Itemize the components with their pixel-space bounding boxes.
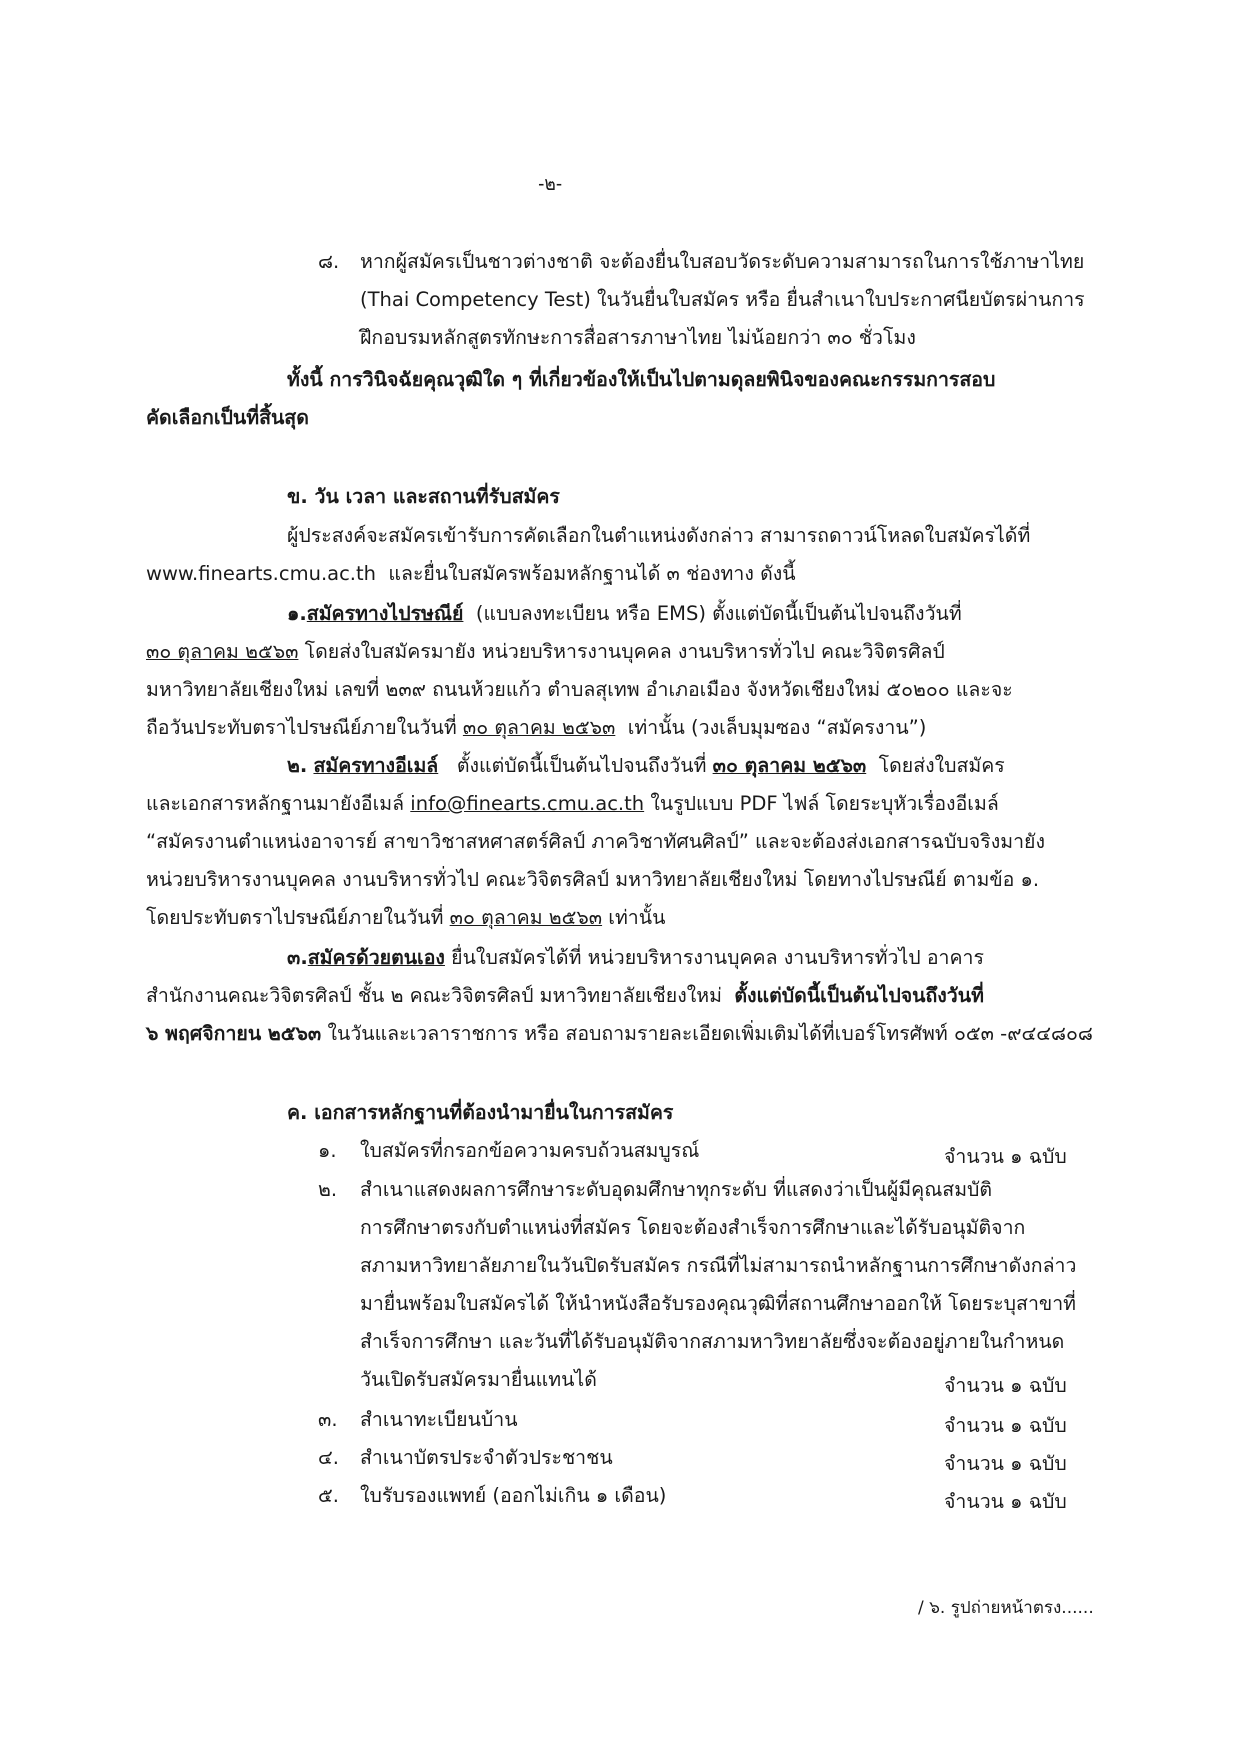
- item-8-number: ๘.: [318, 250, 340, 273]
- mail-line-2: ๓๐ ตุลาคม ๒๕๖๓ โดยส่งใบสมัครมายัง หน่วยบริหารงานบุคคล งานบริหารทั่วไป คณะวิจิตรศิลป์: [146, 640, 945, 663]
- email-address-link[interactable]: info@finearts.cmu.ac.th: [410, 792, 645, 815]
- continuation-note: / ๖. รูปถ่ายหน้าตรง......: [918, 1598, 1094, 1618]
- doc-item-2-line-2: การศึกษาตรงกับตำแหน่งที่สมัคร โดยจะต้องสำเร็จการศึกษาและได้รับอนุมัติจาก: [360, 1216, 1026, 1239]
- doc-item-5-number: ๕.: [318, 1484, 339, 1507]
- item-8-line-1: หากผู้สมัครเป็นชาวต่างชาติ จะต้องยื่นใบสอบวัดระดับความสามารถในการใช้ภาษาไทย: [360, 250, 1085, 273]
- item-8-line-2: (Thai Competency Test) ในวันยื่นใบสมัคร หรือ ยื่นสำเนาใบประกาศนียบัตรผ่านการ: [360, 288, 1085, 311]
- doc-item-5-amount: จำนวน ๑ ฉบับ: [944, 1490, 1067, 1513]
- email-line-2: และเอกสารหลักฐานมายังอีเมล์ info@finearts.cmu.ac.th ในรูปแบบ PDF ไฟล์ โดยระบุหัวเรื่องอีเมล์: [146, 792, 999, 815]
- doc-item-2-amount: จำนวน ๑ ฉบับ: [944, 1374, 1067, 1397]
- mail-deadline: ๓๐ ตุลาคม ๒๕๖๓: [146, 640, 299, 663]
- inperson-line-3: ๖ พฤศจิกายน ๒๕๖๓ ในวันและเวลาราชการ หรือ สอบถามรายละเอียดเพิ่มเติมได้ที่เบอร์โทรศัพท์ ๐๕๓ -๙๔๔๘๐๘: [146, 1022, 1093, 1045]
- mail-line-4: ถือวันประทับตราไปรษณีย์ภายในวันที่ ๓๐ ตุลาคม ๒๕๖๓ เท่านั้น (วงเล็บมุมซอง “สมัครงาน”): [146, 716, 927, 739]
- doc-item-5-text: ใบรับรองแพทย์ (ออกไม่เกิน ๑ เดือน): [360, 1484, 667, 1507]
- doc-item-2-line-4: มายื่นพร้อมใบสมัครได้ ให้นำหนังสือรับรองคุณวุฒิที่สถานศึกษาออกให้ โดยระบุสาขาที่: [360, 1292, 1077, 1315]
- mail-line-3: มหาวิทยาลัยเชียงใหม่ เลขที่ ๒๓๙ ถนนห้วยแก้ว ตำบลสุเทพ อำเภอเมือง จังหวัดเชียงใหม่ ๕๐๒๐๐ และจะ: [146, 678, 1013, 701]
- inperson-line-2: สำนักงานคณะวิจิตรศิลป์ ชั้น ๒ คณะวิจิตรศิลป์ มหาวิทยาลัยเชียงใหม่ ตั้งแต่บัดนี้เป็นต้นไปจนถึงวันที่: [146, 984, 984, 1007]
- doc-item-4-amount: จำนวน ๑ ฉบับ: [944, 1452, 1067, 1475]
- email-line-3: “สมัครงานตำแหน่งอาจารย์ สาขาวิชาสหศาสตร์ศิลป์ ภาควิชาทัศนศิลป์” และจะต้องส่งเอกสารฉบับจริงมายัง: [146, 830, 1045, 853]
- email-title: สมัครทางอีเมล์: [313, 754, 439, 777]
- doc-item-2-line-6: วันเปิดรับสมัครมายื่นแทนได้: [360, 1368, 597, 1391]
- section-b-intro-line-2: www.finearts.cmu.ac.th และยื่นใบสมัครพร้อมหลักฐานได้ ๓ ช่องทาง ดังนี้: [146, 562, 796, 585]
- doc-item-3-text: สำเนาทะเบียนบ้าน: [360, 1408, 518, 1431]
- inperson-line-1: ๓.สมัครด้วยตนเอง ยื่นใบสมัครได้ที่ หน่วยบริหารงานบุคคล งานบริหารทั่วไป อาคาร: [287, 946, 984, 969]
- mail-line-1: ๑.สมัครทางไปรษณีย์ (แบบลงทะเบียน หรือ EMS) ตั้งแต่บัดนี้เป็นต้นไปจนถึงวันที่: [287, 602, 962, 625]
- doc-item-1-text: ใบสมัครที่กรอกข้อความครบถ้วนสมบูรณ์: [360, 1139, 700, 1162]
- section-c-heading: ค. เอกสารหลักฐานที่ต้องนำมายื่นในการสมัคร: [287, 1101, 674, 1124]
- doc-item-4-text: สำเนาบัตรประจำตัวประชาชน: [360, 1446, 613, 1469]
- discretion-line-2: คัดเลือกเป็นที่สิ้นสุด: [146, 406, 309, 429]
- doc-item-2-line-1: สำเนาแสดงผลการศึกษาระดับอุดมศึกษาทุกระดับ ที่แสดงว่าเป็นผู้มีคุณสมบัติ: [360, 1178, 993, 1201]
- doc-item-3-number: ๓.: [318, 1408, 338, 1431]
- website-link[interactable]: www.finearts.cmu.ac.th: [146, 562, 377, 585]
- section-b-intro-line-1: ผู้ประสงค์จะสมัครเข้ารับการคัดเลือกในตำแหน่งดังกล่าว สามารถดาวน์โหลดใบสมัครได้ที่: [287, 524, 1031, 547]
- inperson-title: สมัครด้วยตนเอง: [307, 946, 445, 969]
- doc-item-2-number: ๒.: [318, 1178, 338, 1201]
- discretion-line-1: ทั้งนี้ การวินิจฉัยคุณวุฒิใด ๆ ที่เกี่ยวข้องให้เป็นไปตามดุลยพินิจของคณะกรรมการสอบ: [287, 368, 996, 391]
- section-b-heading: ข. วัน เวลา และสถานที่รับสมัคร: [287, 485, 560, 508]
- doc-item-3-amount: จำนวน ๑ ฉบับ: [944, 1414, 1067, 1437]
- email-line-1: ๒. สมัครทางอีเมล์ ตั้งแต่บัดนี้เป็นต้นไปจนถึงวันที่ ๓๐ ตุลาคม ๒๕๖๓ โดยส่งใบสมัคร: [287, 754, 1005, 777]
- doc-item-1-amount: จำนวน ๑ ฉบับ: [944, 1145, 1067, 1168]
- doc-item-2-line-5: สำเร็จการศึกษา และวันที่ได้รับอนุมัติจากสภามหาวิทยาลัยซึ่งจะต้องอยู่ภายในกำหนด: [360, 1330, 1065, 1353]
- doc-item-2-line-3: สภามหาวิทยาลัยภายในวันปิดรับสมัคร กรณีที่ไม่สามารถนำหลักฐานการศึกษาดังกล่าว: [360, 1254, 1077, 1277]
- item-8-line-3: ฝึกอบรมหลักสูตรทักษะการสื่อสารภาษาไทย ไม่น้อยกว่า ๓๐ ชั่วโมง: [360, 326, 916, 349]
- mail-title: สมัครทางไปรษณีย์: [306, 602, 464, 625]
- email-line-4: หน่วยบริหารงานบุคคล งานบริหารทั่วไป คณะวิจิตรศิลป์ มหาวิทยาลัยเชียงใหม่ โดยทางไปรษณีย์ ตามข้อ ๑.: [146, 868, 1040, 891]
- page-number: -๒-: [538, 172, 563, 195]
- email-line-5: โดยประทับตราไปรษณีย์ภายในวันที่ ๓๐ ตุลาคม ๒๕๖๓ เท่านั้น: [146, 906, 666, 929]
- doc-item-4-number: ๔.: [318, 1446, 339, 1469]
- doc-item-1-number: ๑.: [318, 1139, 337, 1162]
